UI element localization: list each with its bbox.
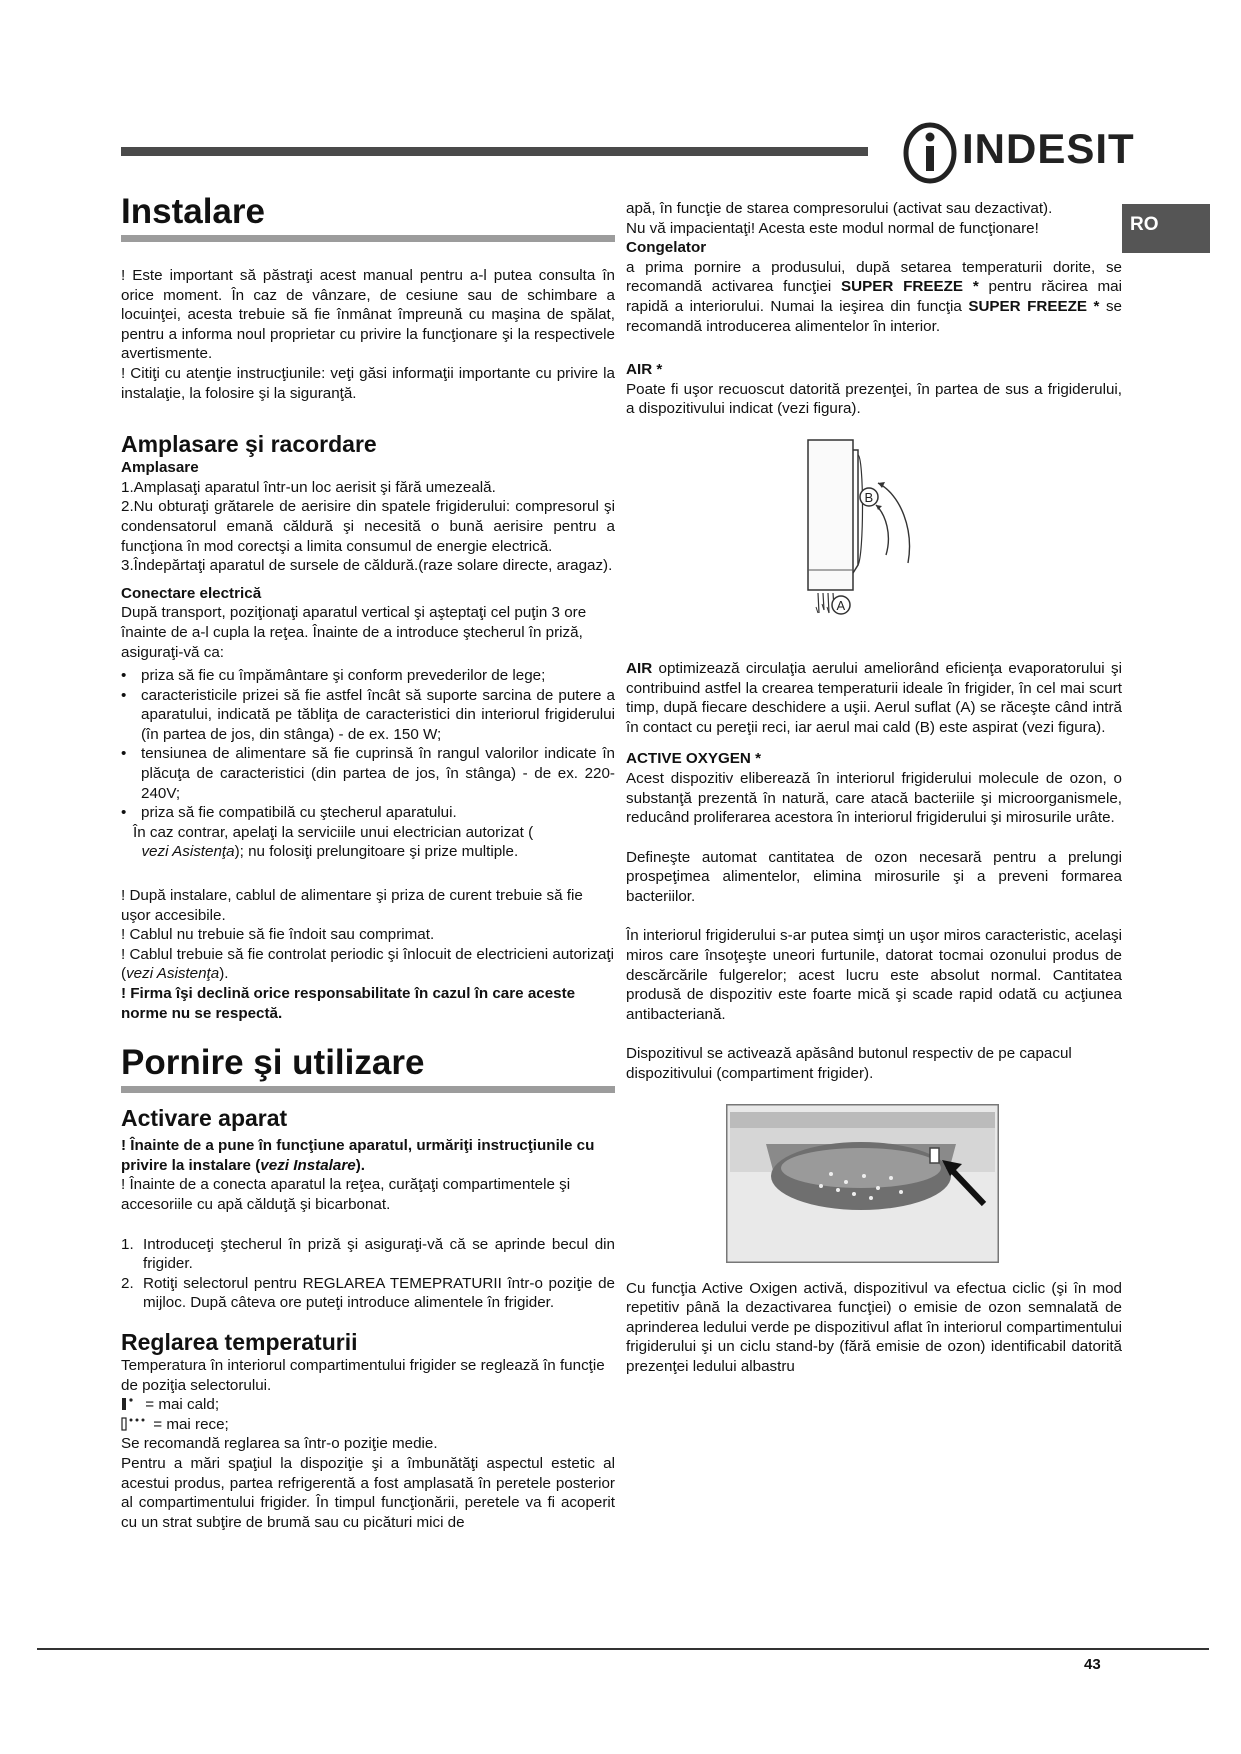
figure-label-a: A	[836, 597, 846, 613]
oxygen-paragraph-2: Defineşte automat cantitatea de ozon necesară pentru a prelungi prospeţimea alimentelor, elimina mirosurile şi a preveni formarea bacteriilor.	[626, 848, 1122, 905]
setting-warm: = mai cald;	[121, 1395, 615, 1415]
subheading-amplasare: Amplasare	[121, 459, 199, 477]
brand-name: INDESIT	[962, 125, 1135, 172]
congelator-text: a prima pornire a produsului, după setarea temperaturii dorite, se recomandă activarea funcţiei SUPER FREEZE * pentru răcirea mai rapidă a interiorului. Numai la ieşirea din funcţia SUPER FREEZE * se recomandă introducerea alimentelor în interior.	[626, 258, 1122, 335]
thermometer-low-icon	[121, 1397, 141, 1411]
warning-3: ! Cablul trebuie să fie controlat periodic şi înlocuit de electricieni autorizaţi (vezi Asistenţa).	[121, 945, 615, 983]
warning-2: ! Cablul nu trebuie să fie îndoit sau comprimat.	[121, 926, 435, 944]
warning-4: ! Firma îşi declină orice responsabilitate în cazul în care aceste norme nu se respectă.	[121, 985, 576, 1022]
warning-1: ! După instalare, cablul de alimentare şi priza de curent trebuie să fie uşor accesibile.	[121, 887, 583, 924]
list-item: • priza să fie compatibilă cu ştecherul aparatului.	[121, 803, 615, 823]
amplasare-item-1: 1.Amplasaţi aparatul într-un loc aerisit şi fără umezeală.	[121, 478, 496, 496]
air-description: AIR optimizează circulaţia aerului ameliorând eficienţa evaporatorului şi contribuind astfel la crearea temperaturii ideale în frigider, în cel mai scurt timp, după fiecare deschidere a uşii. Aerul suflat (A) se răceşte când intră în contact cu pereţii reci, iar aerul mai cald (B) este aspirat (vezi figura).	[626, 659, 1122, 736]
activare-text: ! Înainte de a conecta aparatul la reţea, curăţaţi compartimentele şi accesoriile cu apă călduţă şi bicarbonat.	[121, 1176, 571, 1213]
list-item: 1. Introduceţi ştecherul în priză şi asiguraţi-vă că se aprinde becul din frigider.	[121, 1235, 615, 1273]
list-item: • tensiunea de alimentare să fie cuprinsă în rangul valorilor indicate în plăcuţa de caracteristici (din partea de jos, în stânga) - de ex. 220-240V;	[121, 744, 615, 803]
reglarea-text: Temperatura în interiorul compartimentului frigider se reglează în funcţie de poziţia selectorului.	[121, 1356, 605, 1394]
activare-warning: ! Înainte de a pune în funcţiune aparatul, urmăriţi instrucţiunile cu privire la instalare (vezi Instalare).	[121, 1137, 595, 1174]
conectare-text: După transport, poziţionaţi aparatul vertical şi aşteptaţi cel puţin 3 ore înainte de a-l cupla la reţea. Înainte de a introduce ştecherul în priză, asiguraţi-vă ca:	[121, 604, 587, 661]
recommendation: Se recomandă reglarea sa într-o poziţie medie.	[121, 1435, 438, 1453]
right-column	[626, 199, 1122, 1377]
heading-activare: Activare aparat	[121, 1105, 288, 1132]
heading-amplasare-racordare: Amplasare şi racordare	[121, 431, 377, 458]
thermometer-high-icon	[121, 1417, 149, 1431]
title-pornire: Pornire şi utilizare	[121, 1043, 615, 1093]
language-tab: RO	[1122, 204, 1210, 253]
oxygen-paragraph-1: Acest dispozitiv eliberează în interiorul frigiderului molecule de ozon, o substanţă prezentă în natură, care atacă bacteriile şi microorganismele, reducând proliferarea acestora în interiorul frigiderului şi mirosurile urâte.	[626, 769, 1122, 827]
page-number: 43	[1084, 1656, 1101, 1673]
left-column	[121, 192, 615, 1532]
ref-instalare: vezi Instalare	[260, 1156, 356, 1174]
subheading-active-oxygen: ACTIVE OXYGEN *	[626, 750, 762, 768]
continued-text: apă, în funcţie de starea compresorului (activat sau dezactivat).	[626, 200, 1053, 217]
spatiu-text: Pentru a mări spaţiul la dispoziţie şi a îmbunătăţi aspectul estetic al acestui produs, partea refrigerentă a fost amplasată în peretele posterior al compartimentului frigider. În timpul funcţionării, peretele va fi acoperit cu un strat subţire de brumă sau cu picături mici de	[121, 1454, 615, 1531]
list-item: • caracteristicile prizei să fie astfel încât să suporte sarcina de putere a aparatului, indicată pe tăbliţa de caracteristici din interiorul frigiderului (în partea de jos, din stânga) - de ex. 150 W;	[121, 686, 615, 745]
contrar-text: În caz contrar, apelaţi la serviciile unui electrician autorizat ( vezi Asistenţa); nu folosiţi prelungitoare şi prize multiple.	[133, 823, 534, 861]
heading-reglarea: Reglarea temperaturii	[121, 1328, 358, 1355]
ref-asistenta: vezi Asistenţa	[126, 965, 220, 983]
list-item: • priza să fie cu împământare şi conform prevederilor de lege;	[121, 666, 615, 686]
oxygen-paragraph-3: În interiorul frigiderului s-ar putea simţi un uşor miros caracteristic, acelaşi miros care însoţeşte uneori furtunile, datorat tocmai ozonului produs de descărcările fulgerelor; acest lucru este absolut normal. Cantitatea produsă de dispozitiv este foarte mică şi scade rapid odată cu acţiunea antibacteriană.	[626, 927, 1122, 1023]
air-device-figure	[796, 435, 926, 635]
ref-asistenta: vezi Asistenţa	[141, 843, 235, 861]
subheading-conectare: Conectare electrică	[121, 584, 262, 602]
intro-paragraph: ! Este important să păstraţi acest manual pentru a-l putea consulta în orice moment. În caz de vânzare, de cesiune sau de schimbare a locuinţei, acesta trebuie să fie înmânat împreună cu maşina de spălat, pentru a informa noul proprietar cu privire la funcţionare şi la respectivele avertismente.	[121, 267, 615, 363]
figure-label-b: B	[864, 489, 874, 505]
header-rule	[121, 147, 868, 156]
continued-text-2: Nu vă impacientaţi! Acesta este modul normal de funcţionare!	[626, 219, 1039, 237]
title-instalare: Instalare	[121, 192, 615, 242]
intro-paragraph-2: ! Citiţi cu atenţie instrucţiunile: veţi găsi informaţii importante cu privire la instalaţie, la folosire şi la siguranţă.	[121, 364, 615, 402]
oxygen-paragraph-5: Cu funcţia Active Oxigen activă, dispozitivul va efectua ciclic (şi în mod repetitiv până la dezactivarea funcţiei) o emisie de ozon semnalată de aprinderea ledului verde pe dispozitivul aflat în interiorul compartimentului frigiderului şi un ciclu stand-by (fără emisie de ozon) identificabil datorită prezenţei ledului albastru	[626, 1279, 1122, 1375]
footer-rule	[37, 1648, 1209, 1650]
subheading-congelator: Congelator	[626, 239, 707, 257]
amplasare-item-2: 2.Nu obturaţi grătarele de aerisire din spatele frigiderului: compresorul şi condensatorul emană căldură şi necesită o bună aerisire pentru a funcţiona în mod corectşi a limita consumul de energie electrică.	[121, 498, 615, 555]
activare-steps	[121, 1235, 615, 1313]
conectare-list	[121, 666, 615, 823]
amplasare-item-3: 3.Îndepărtaţi aparatul de sursele de căldură.(raze solare directe, aragaz).	[121, 557, 613, 575]
active-oxygen-device-photo	[726, 1104, 999, 1263]
list-item: 2. Rotiţi selectorul pentru REGLAREA TEMEPRATURII într-o poziţie de mijloc. După câteva ore puteţi introduce alimentele în frigider.	[121, 1274, 615, 1312]
oxygen-paragraph-4: Dispozitivul se activează apăsând butonul respectiv de pe capacul dispozitivului (compartiment frigider).	[626, 1045, 1072, 1083]
setting-cold: = mai rece;	[121, 1415, 615, 1435]
subheading-air: AIR *	[626, 361, 663, 379]
air-text: Poate fi uşor recuoscut datorită prezenţei, în partea de sus a frigiderului, a dispozitivului indicat (vezi figura).	[626, 380, 1122, 418]
